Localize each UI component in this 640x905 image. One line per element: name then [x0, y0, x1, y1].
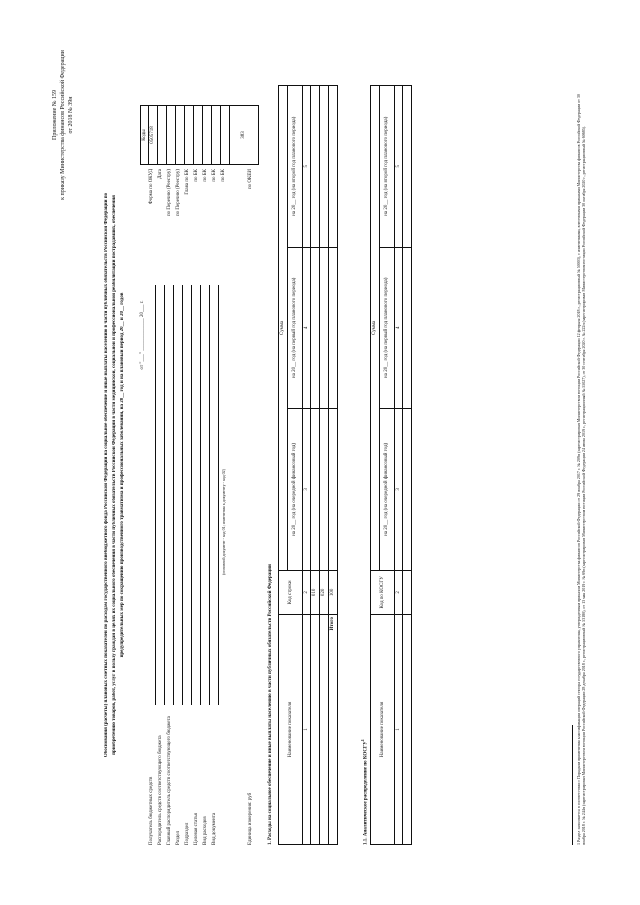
- s1-row-code-1: 010: [311, 570, 320, 614]
- field-subsection-line: [191, 285, 192, 705]
- section1-table: [278, 85, 338, 845]
- s11-num-5: 5: [395, 86, 403, 248]
- table-row: [403, 86, 412, 845]
- title-line-2: приобретению товаров, работ, услуг в пользу граждан в целях их социального обеспечения в части публичных обязательств Российской Федерации в части медицинской, социальной и профессиональной реабилитации пострадавших, обеспечения: [112, 195, 117, 755]
- label-okud: Форма по ОКУД: [149, 169, 154, 205]
- s1-col-code: Код строки: [279, 570, 303, 614]
- field-recipient: Получатель бюджетных средств: [149, 776, 154, 845]
- code-bk-3: [212, 106, 221, 165]
- s11-num-2: 2: [395, 570, 403, 614]
- doc-type-hint: (основной документ - код 01; изменения к документу - код 02): [221, 469, 226, 575]
- date-line: от "___" _____________ 20___ г.: [140, 300, 145, 370]
- field-expense-type: Вид расходов: [203, 816, 208, 845]
- label-bk-4: по БК: [221, 169, 226, 182]
- s1-num-2: 2: [303, 570, 311, 614]
- s11-num-1: 1: [395, 615, 403, 845]
- s1-col-name: Наименование показателя: [279, 615, 303, 845]
- s1-num-1: 1: [303, 615, 311, 845]
- total-row: [329, 86, 338, 845]
- section11-title-text: 1.1. Аналитическое распределение по КОСГУ: [363, 741, 369, 845]
- footnote-separator: [572, 725, 573, 845]
- section11-table: [370, 85, 412, 845]
- s1-col-y2: на 20__ год (на первый год планового периода): [288, 247, 303, 409]
- code-date: [158, 106, 167, 165]
- label-bk-1: по БК: [194, 169, 199, 182]
- field-chief-manager-line: [173, 285, 174, 705]
- code-glava: [185, 106, 194, 165]
- s1-num-3: 3: [303, 409, 311, 571]
- s11-num-3: 3: [395, 409, 403, 571]
- code-okud: 0505718: [149, 106, 158, 165]
- code-bk-2: [203, 106, 212, 165]
- table-row: [320, 86, 329, 845]
- title-line-3: предупредительных мер по сокращению производственного травматизма и профессиональных заболеваний, на 20__ год и на плановый период 20__ и 20__ годов: [120, 292, 125, 658]
- label-registry-1: по Перечню (Реестру): [167, 169, 172, 217]
- code-okei: 383: [230, 106, 259, 165]
- footnote-text: 1 Раздел заполняется в соответствии с Порядком применения классификации операций сектора государственного управления, утвержденным приказом Министерства финансов Российской Федерации от 29 ноября 2017 г. № 209н (зарегистрирован Министерством юстиции Российской Федерации 12 февраля 2018 г., регистрационный № 50003), с изменениями, внесенными приказами Министерства финансов Российской Федерации от 30 ноября 2018 г. № 244н (зарегистрирован Министерством юстиции Российской Федерации 28 декабря 2018 г., регистрационный № 53180), от 13 мая 2019 г. № 69н (зарегистрирован Министерством юстиции Российской Федерации 24 июня 2019 г., регистрационный № 55027), от 30 сентября 2020 г. № 222н (зарегистрирован Министерством юстиции Российской Федерации 30 октября 2020 г., регистрационный № 60685).: [576, 94, 586, 845]
- appendix-number: Приложение № 159: [52, 90, 58, 140]
- code-bk-1: [194, 106, 203, 165]
- label-okei: по ОКЕИ: [248, 169, 253, 190]
- section1-title: 1. Расходы на социальное обеспечение и иные выплаты населению в части публичных обязательств Российской Федерации: [268, 564, 273, 845]
- s1-col-sum: Сумма: [279, 86, 288, 571]
- s1-row-code-2: 020: [320, 570, 329, 614]
- label-date: Дата: [158, 169, 163, 179]
- s11-col-y2: на 20__ год (на первый год планового периода): [380, 247, 395, 409]
- field-unit: Единица измерения: руб: [248, 792, 253, 845]
- field-expense-type-line: [209, 285, 210, 705]
- s11-col-y1: на 20__ год (на очередной финансовый год): [380, 409, 395, 571]
- footnote-mark: 1: [360, 739, 365, 742]
- s1-num-4: 4: [303, 247, 311, 409]
- code-bk-4: [221, 106, 230, 165]
- field-section-line: [182, 285, 183, 705]
- code-registry-2: [176, 106, 185, 165]
- codes-header: Коды: [141, 106, 149, 165]
- s11-col-code: Код по КОСГУ: [371, 570, 395, 614]
- s1-total-label: Итого: [329, 615, 338, 845]
- s1-col-y1: на 20__ год (на очередной финансовый год): [288, 409, 303, 571]
- label-glava: Глава по БК: [185, 169, 190, 195]
- codes-table: [140, 105, 259, 165]
- field-manager: Распорядитель средств соответствующего бюджета: [158, 735, 163, 845]
- s1-num-5: 5: [303, 86, 311, 248]
- s11-col-name: Наименование показателя: [371, 615, 395, 845]
- label-bk-3: по БК: [212, 169, 217, 182]
- table-row: [311, 86, 320, 845]
- field-manager-line: [164, 285, 165, 705]
- title-line-1: Обоснования (расчеты) плановых сметных показателей по расходам государственного внебюджетного фонда Российской Федерации на социальное обеспечение и иные выплаты населению в части публичных обязательств Российской Федерации по: [104, 192, 109, 758]
- appendix-date: от 2018 № 39н: [68, 96, 74, 134]
- field-recipient-line: [155, 285, 156, 705]
- label-registry-2: по Перечню (Реестру): [176, 169, 181, 217]
- section11-title: [360, 739, 370, 845]
- s11-col-y3: на 20__ год (на второй год планового периода): [380, 86, 395, 248]
- s1-col-y3: на 20__ год (на второй год планового периода): [288, 86, 303, 248]
- field-target-article-line: [200, 285, 201, 705]
- label-bk-2: по БК: [203, 169, 208, 182]
- field-subsection: Подраздел: [185, 822, 190, 845]
- field-doc-type: Вид документа: [212, 812, 217, 845]
- field-chief-manager: Главный распорядитель средств соответствующего бюджета: [167, 716, 172, 845]
- code-registry-1: [167, 106, 176, 165]
- s11-col-sum: Сумма: [371, 86, 380, 571]
- field-doc-type-line: [218, 285, 219, 705]
- s1-total-code: 100: [329, 570, 338, 614]
- field-target-article: Целевая статья: [194, 813, 199, 845]
- field-section: Раздел: [176, 830, 181, 845]
- s11-num-4: 4: [395, 247, 403, 409]
- appendix-order: к приказу Министерства финансов Российской Федерации: [60, 50, 66, 200]
